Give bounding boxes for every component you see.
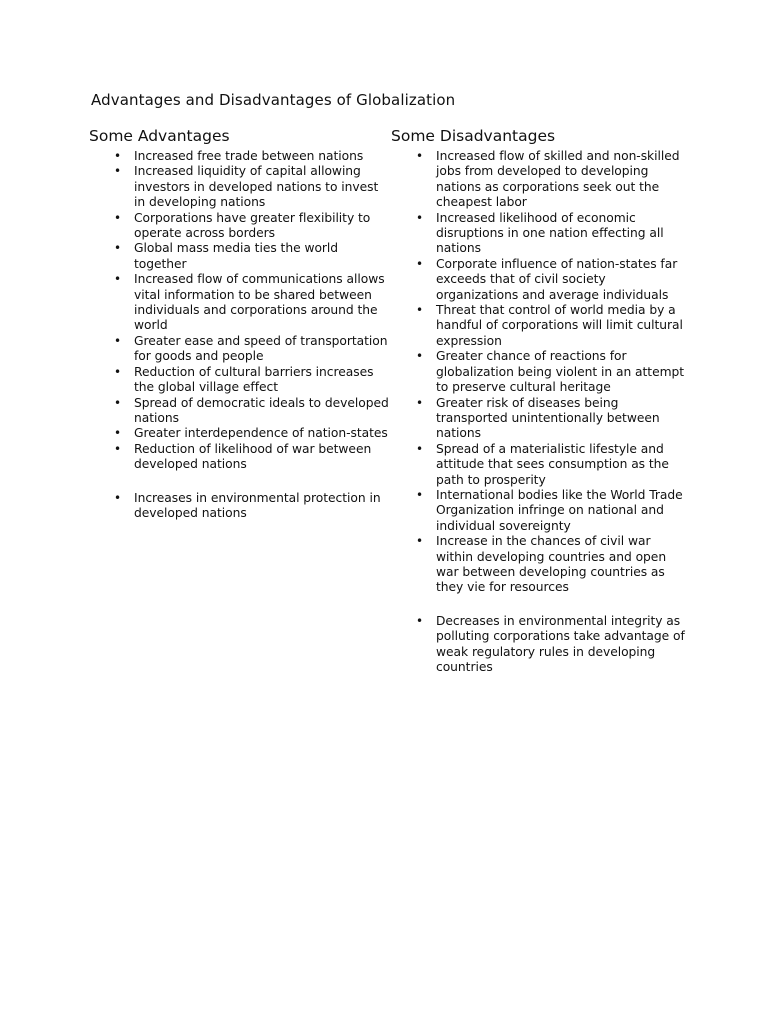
advantages-list (89, 149, 389, 521)
bullet-icon: • (416, 303, 424, 318)
list-item (391, 442, 686, 488)
bullet-icon: • (416, 613, 424, 628)
bullet-icon: • (416, 349, 424, 364)
list-item (89, 241, 389, 272)
advantage-text: Corporations have greater flexibility to operate across borders (134, 210, 371, 241)
disadvantage-text: Threat that control of world media by a handful of corporations will limit cultural expression (436, 303, 683, 348)
disadvantage-text: Greater risk of diseases being transported unintentionally between nations (436, 395, 660, 441)
disadvantage-text: Increase in the chances of civil war within developing countries and open war between developing countries as they vie for resources (436, 534, 667, 595)
advantage-text: Greater interdependence of nation-states (134, 426, 388, 441)
disadvantage-text: Corporate influence of nation-states far exceeds that of civil society organizations and average individuals (436, 256, 678, 302)
list-item (391, 488, 686, 534)
disadvantage-text: Decreases in environmental integrity as polluting corporations take advantage of weak regulatory rules in developing countries (436, 613, 685, 674)
bullet-icon: • (114, 441, 122, 456)
bullet-icon: • (114, 364, 122, 379)
disadvantages-column (391, 126, 686, 675)
list-item (391, 534, 686, 596)
disadvantage-text: Increased likelihood of economic disruptions in one nation effecting all nations (436, 210, 664, 256)
bullet-icon: • (416, 395, 424, 410)
list-item (89, 365, 389, 396)
advantage-text: Increased liquidity of capital allowing investors in developed nations to invest in developing nations (134, 164, 379, 210)
document-title: Advantages and Disadvantages of Globalization (91, 91, 456, 109)
bullet-icon: • (416, 534, 424, 549)
bullet-icon: • (416, 210, 424, 225)
list-item (391, 211, 686, 257)
bullet-icon: • (114, 149, 122, 163)
list-item (89, 164, 389, 210)
bullet-icon: • (114, 164, 122, 179)
list-item (89, 272, 389, 334)
bullet-icon: • (114, 241, 122, 256)
advantage-text: Global mass media ties the world together (134, 241, 339, 271)
disadvantages-list (391, 149, 686, 675)
advantage-text: Increased flow of communications allows vital information to be shared between individuals and corporations around the world (134, 272, 385, 333)
bullet-icon: • (416, 441, 424, 456)
list-item (89, 149, 389, 164)
disadvantage-text: Spread of a materialistic lifestyle and attitude that sees consumption as the path to prosperity (436, 441, 669, 487)
list-item (391, 396, 686, 442)
bullet-icon: • (114, 272, 122, 287)
disadvantage-text: Greater chance of reactions for globalization being violent in an attempt to preserve cultural heritage (436, 349, 685, 395)
disadvantage-text: International bodies like the World Trade Organization infringe on national and individual sovereignty (436, 487, 683, 533)
list-item (391, 614, 686, 676)
list-item (391, 349, 686, 395)
bullet-icon: • (114, 426, 122, 441)
list-item (89, 211, 389, 242)
bullet-icon: • (114, 395, 122, 410)
bullet-icon: • (416, 487, 424, 502)
advantages-heading: Some Advantages (89, 127, 230, 145)
advantage-text: Reduction of cultural barriers increases the global village effect (134, 364, 374, 395)
disadvantage-text: Increased flow of skilled and non-skilled jobs from developed to developing nations as corporations seek out the cheapest labor (436, 149, 680, 210)
list-item (89, 334, 389, 365)
advantage-text: Spread of democratic ideals to developed nations (134, 395, 389, 425)
bullet-icon: • (416, 256, 424, 271)
bullet-icon: • (114, 490, 122, 505)
advantage-text: Greater ease and speed of transportation for goods and people (134, 333, 388, 364)
bullet-icon: • (114, 210, 122, 225)
advantage-text: Increased free trade between nations (134, 149, 364, 163)
list-item (89, 396, 389, 427)
list-item (391, 149, 686, 211)
list-item (89, 442, 389, 473)
advantage-text: Reduction of likelihood of war between developed nations (134, 441, 372, 472)
disadvantages-heading: Some Disadvantages (391, 127, 556, 145)
list-item (391, 303, 686, 349)
list-item (89, 491, 389, 522)
bullet-icon: • (114, 333, 122, 348)
bullet-icon: • (416, 149, 424, 163)
list-item (391, 257, 686, 303)
advantages-column (89, 126, 389, 521)
advantage-text: Increases in environmental protection in developed nations (134, 490, 381, 520)
list-item (89, 426, 389, 441)
